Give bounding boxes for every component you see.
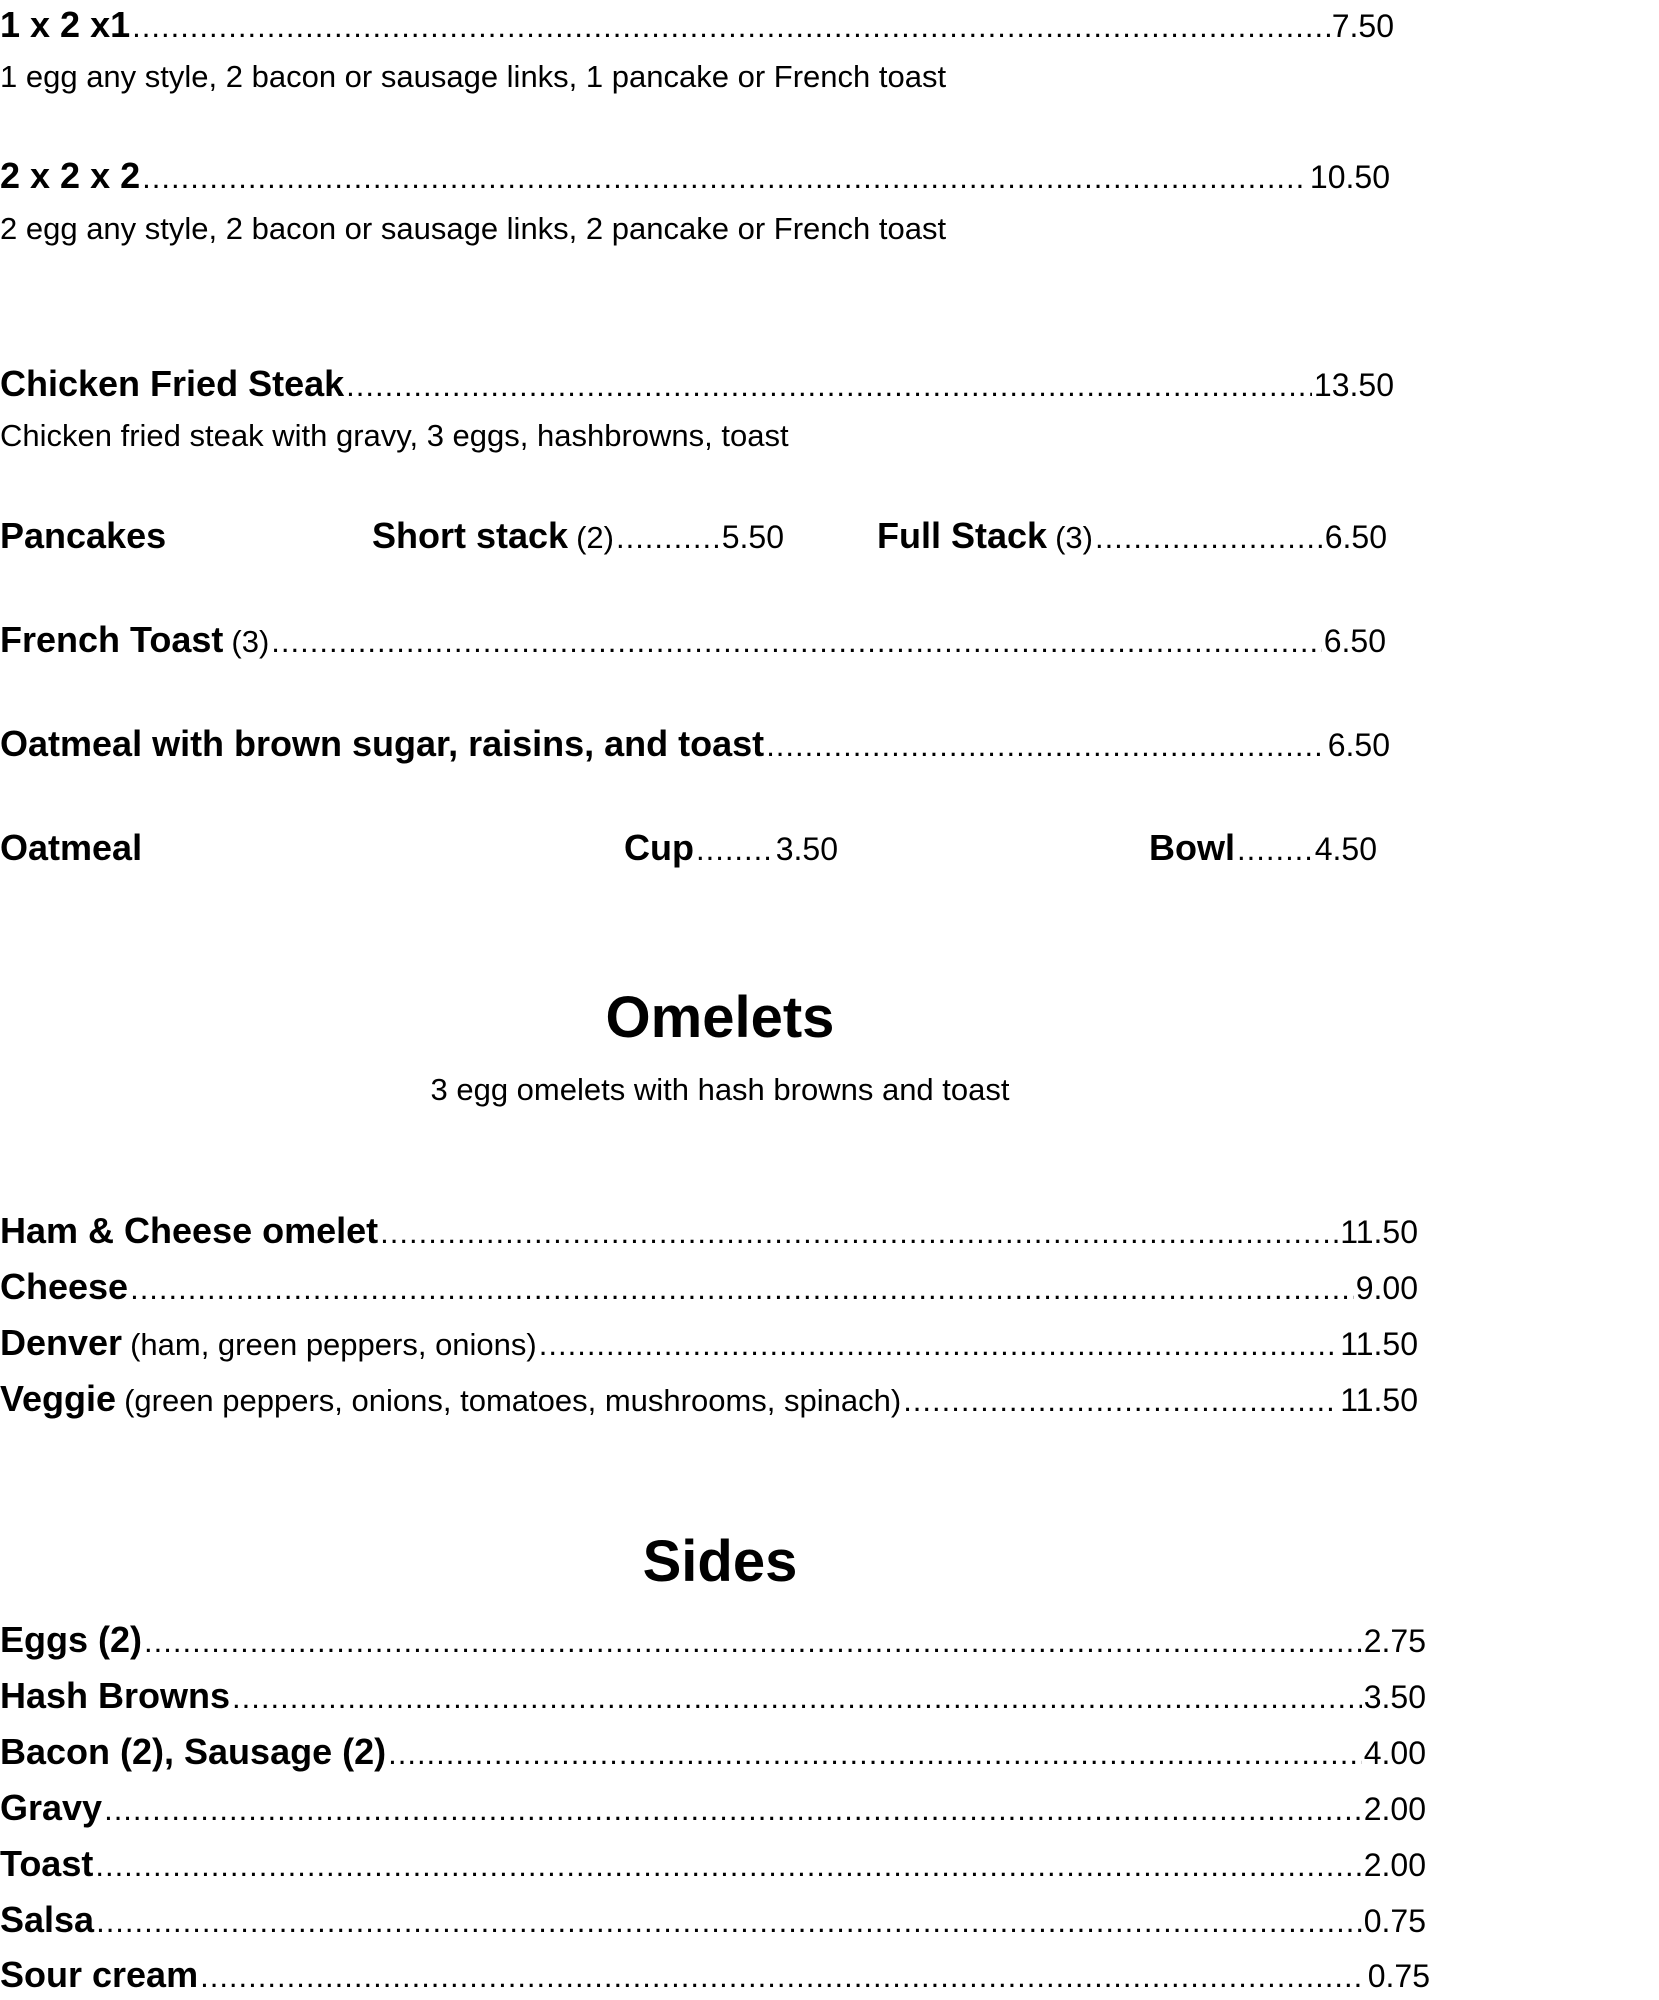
menu-item-french-toast (0, 619, 1386, 660)
dot-leader (144, 1624, 1362, 1660)
item-price: 2.00 (1363, 1791, 1426, 1827)
item-name: Hash Browns (0, 1675, 231, 1716)
side-item (0, 1619, 1426, 1660)
dot-leader (1095, 520, 1323, 556)
item-price: 11.50 (1340, 1214, 1418, 1250)
dot-leader (903, 1383, 1338, 1419)
dot-leader (696, 832, 774, 868)
item-name: Ham & Cheese omelet (0, 1210, 379, 1251)
side-item (0, 1954, 1430, 1995)
menu-item-chicken-fried-steak (0, 363, 1394, 404)
oatmeal-cup (624, 827, 838, 868)
item-price: 2.75 (1363, 1623, 1426, 1659)
item-name: Sour cream (0, 1954, 199, 1995)
item-name: Toast (0, 1843, 94, 1884)
option-price: 3.50 (775, 831, 838, 867)
item-price: 9.00 (1355, 1270, 1418, 1306)
option-qty: (3) (1055, 520, 1093, 555)
item-name: Cheese (0, 1266, 129, 1307)
item-price: 6.50 (1327, 727, 1390, 763)
item-price: 2.00 (1363, 1847, 1426, 1883)
section-heading-omelets: Omelets (605, 985, 835, 1050)
item-name: Pancakes (0, 515, 167, 556)
item-name: 1 x 2 x1 (0, 4, 131, 45)
item-name: Denver (0, 1322, 123, 1363)
item-price: 6.50 (1323, 623, 1386, 659)
dot-leader (380, 1215, 1338, 1251)
dot-leader (539, 1327, 1339, 1363)
dot-leader (200, 1959, 1366, 1995)
item-price: 7.50 (1331, 8, 1394, 44)
item-qty: (3) (231, 624, 270, 659)
side-item (0, 1675, 1426, 1716)
side-item (0, 1899, 1426, 1940)
omelet-item (0, 1266, 1418, 1307)
dot-leader (1237, 832, 1313, 868)
side-item (0, 1843, 1426, 1884)
option-label: Short stack (372, 515, 569, 556)
item-price: 3.50 (1363, 1679, 1426, 1715)
item-detail: (green peppers, onions, tomatoes, mushrooms, spinach) (124, 1383, 902, 1418)
item-name: Oatmeal with brown sugar, raisins, and toast (0, 723, 765, 764)
dot-leader (96, 1904, 1362, 1940)
item-price: 10.50 (1309, 159, 1390, 195)
item-name: Bacon (2), Sausage (2) (0, 1731, 387, 1772)
item-name: Veggie (0, 1378, 117, 1419)
item-name: Chicken Fried Steak (0, 363, 345, 404)
dot-leader (616, 520, 720, 556)
item-name: Oatmeal (0, 827, 143, 868)
menu-item-pancakes (0, 515, 166, 556)
menu-item-oatmeal (0, 827, 142, 868)
item-name: 2 x 2 x 2 (0, 155, 141, 196)
item-price: 0.75 (1367, 1958, 1430, 1994)
omelet-item (0, 1322, 1418, 1363)
dot-leader (346, 368, 1312, 404)
dot-leader (95, 1848, 1361, 1884)
menu-item-combo2 (0, 155, 1390, 196)
dot-leader (104, 1792, 1362, 1828)
option-price: 6.50 (1324, 519, 1387, 555)
dot-leader (142, 160, 1308, 196)
option-label: Bowl (1149, 827, 1235, 868)
menu-item-oatmeal-combo (0, 723, 1390, 764)
item-detail: (ham, green peppers, onions) (130, 1327, 537, 1362)
option-label: Full Stack (877, 515, 1048, 556)
oatmeal-bowl (1149, 827, 1377, 868)
menu-item-combo1 (0, 4, 1394, 45)
pancakes-short-stack (372, 515, 784, 556)
dot-leader (766, 728, 1326, 764)
option-label: Cup (624, 827, 694, 868)
item-description: 2 egg any style, 2 bacon or sausage links, 2 pancake or French toast (0, 211, 947, 246)
item-description: Chicken fried steak with gravy, 3 eggs, hashbrowns, toast (0, 418, 789, 453)
dot-leader (130, 1271, 1354, 1307)
section-subheading-omelets: 3 egg omelets with hash browns and toast (430, 1072, 1010, 1107)
item-description: 1 egg any style, 2 bacon or sausage links, 1 pancake or French toast (0, 59, 947, 94)
dot-leader (271, 624, 1321, 660)
item-name: Eggs (2) (0, 1619, 143, 1660)
item-price: 11.50 (1340, 1326, 1418, 1362)
option-price: 4.50 (1314, 831, 1377, 867)
item-name: French Toast (0, 619, 224, 660)
omelet-item (0, 1378, 1418, 1419)
item-name: Gravy (0, 1787, 103, 1828)
item-price: 4.00 (1363, 1735, 1426, 1771)
item-price: 13.50 (1313, 367, 1394, 403)
item-price: 0.75 (1363, 1903, 1426, 1939)
dot-leader (388, 1736, 1362, 1772)
item-name: Salsa (0, 1899, 95, 1940)
side-item (0, 1787, 1426, 1828)
dot-leader (232, 1680, 1362, 1716)
pancakes-full-stack (877, 515, 1387, 556)
side-item (0, 1731, 1426, 1772)
omelet-item (0, 1210, 1418, 1251)
option-qty: (2) (576, 520, 614, 555)
dot-leader (132, 9, 1330, 45)
item-price: 11.50 (1340, 1382, 1418, 1418)
option-price: 5.50 (721, 519, 784, 555)
section-heading-sides: Sides (642, 1529, 798, 1594)
